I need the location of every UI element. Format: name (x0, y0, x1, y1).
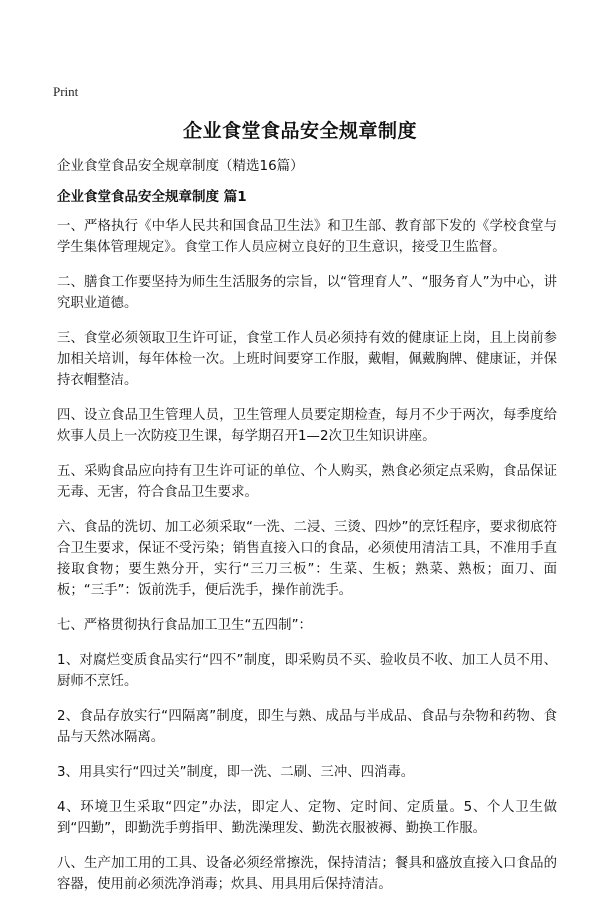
document-title: 企业食堂食品安全规章制度 (182, 120, 417, 142)
print-label: Print (53, 84, 79, 99)
section-heading: 企业食堂食品安全规章制度 篇1 (57, 189, 247, 205)
paragraph-8: 1、对腐烂变质食品实行“四不”制度，即采购员不买、验收员不收、加工人员不用、厨师不烹饪。 (57, 653, 557, 689)
paragraph-11: 4、环境卫生采取“四定”办法，即定人、定物、定时间、定质量。5、个人卫生做到“四勤”，即勤洗手剪指甲、勤洗澡理发、勤洗衣服被褥、勤换工作服。 (57, 800, 557, 836)
paragraph-7: 七、严格贯彻执行食品加工卫生“五四制”： (57, 618, 312, 633)
paragraph-10: 3、用具实行“四过关”制度，即一洗、二刷、三冲、四消毒。 (57, 765, 415, 780)
document-body (57, 216, 557, 909)
paragraph-3: 三、食堂必须领取卫生许可证，食堂工作人员必须持有效的健康证上岗，且上岗前参加相关培训，每年体检一次。上班时间要穿工作服，戴帽，佩戴胸牌、健康证，并保持衣帽整洁。 (57, 331, 557, 388)
paragraph-12: 八、生产加工用的工具、设备必须经常擦洗，保持清洁；餐具和盛放直接入口食品的容器，使用前必须洗净消毒；炊具、用具用后保持清洁。 (57, 856, 557, 892)
paragraph-5: 五、采购食品应向持有卫生许可证的单位、个人购买，熟食必须定点采购，食品保证无毒、无害，符合食品卫生要求。 (57, 464, 557, 500)
document-subtitle: 企业食堂食品安全规章制度（精选16篇） (57, 158, 304, 174)
paragraph-6: 六、食品的洗切、加工必须采取“一洗、二浸、三烫、四炒”的烹饪程序，要求彻底符合卫生要求，保证不受污染；销售直接入口的食品，必须使用清洁工具，不准用手直接取食物；要生熟分开，实行“三刀三板”：生菜、生板；熟菜、熟板；面刀、面板；“三手”：饭前洗手，便后洗手，操作前洗手。 (57, 520, 557, 598)
paragraph-1: 一、严格执行《中华人民共和国食品卫生法》和卫生部、教育部下发的《学校食堂与学生集体管理规定》。食堂工作人员应树立良好的卫生意识，接受卫生监督。 (57, 219, 557, 255)
paragraph-9: 2、食品存放实行“四隔离”制度，即生与熟、成品与半成品、食品与杂物和药物、食品与天然冰隔离。 (57, 709, 557, 745)
paragraph-4: 四、设立食品卫生管理人员，卫生管理人员要定期检查，每月不少于两次，每季度给炊事人员上一次防疫卫生课，每学期召开1—2次卫生知识讲座。 (57, 408, 557, 444)
paragraph-2: 二、膳食工作要坚持为师生生活服务的宗旨，以“管理育人”、“服务育人”为中心，讲究职业道德。 (57, 275, 557, 311)
